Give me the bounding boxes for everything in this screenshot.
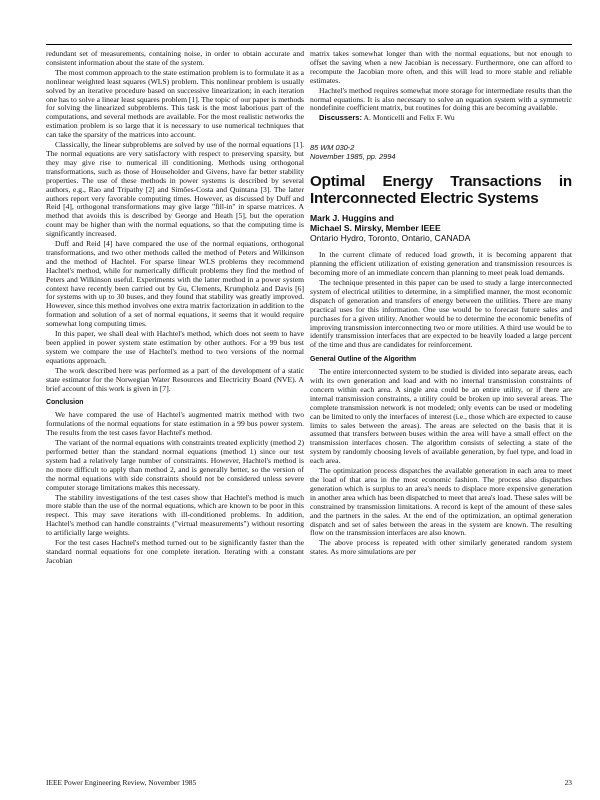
- body-paragraph: The work described here was performed as a part of the development of a static state estimator for the Norwegian Water Resources and Electricity Board (NVE). A brief account of this work is given in [7].: [46, 365, 304, 393]
- author-name: Mark J. Huggins and: [310, 213, 395, 224]
- discussers-label: Discussers:: [319, 113, 363, 123]
- body-paragraph: The above process is repeated with other similarly generated random system states. As more simulations are per: [310, 538, 572, 557]
- page-footer: [46, 778, 572, 787]
- discussers-line: [310, 114, 572, 123]
- body-paragraph: Duff and Reid [4] have compared the use of the normal equations, orthogonal transformations, and two other methods called the method of Peters and Wilkinson and the method of Hachtel. For sparse linear WLS problems they recommend Hachtel's method, while for numerically difficult problems they find the method of Peters and Wilkinson useful. Experiments with the latter method in a power system context have recently been carried out by Gu, Clements, Krumpholz and Davis [6] for systems with up to 30 buses, and they found that stability was greatly improved. However, since this method involves one extra matrix factorization in addition to the formation and solution of a set of normal equations, it seems that it would require somewhat long computing times.: [46, 239, 304, 329]
- body-paragraph: For the test cases Hachtel's method turned out to be significantly faster than the standard normal equations for one complete iteration. Iterating with a constant Jacobian: [46, 538, 304, 565]
- paper-date: November 1985, pp. 2994: [310, 152, 396, 162]
- body-paragraph: The optimization process dispatches the available generation in each area to meet the load of that area in the most economic fashion. The process also dispatches generation which is surplus to an area's needs to displace more expensive generation in another area which has been dispatched to meet that area's load. These sales will be constrained by transmission limitations. A record is kept of the amount of these sales and the partners in the sales. At the end of the optimization, an optimal generation dispatch and set of sales between the areas in the system are known. The resulting flow on the transmission interfaces are also known.: [310, 466, 572, 538]
- body-paragraph: The most common approach to the state estimation problem is to formulate it as a nonlinear weighted least squares (WLS) problem. This nonlinear problem is usually solved by an iterative procedure based on successive linearization; in each iteration one has to solve a linear least squares problem [1]. The topic of our paper is methods for solving the linearized subproblems. This task is the most laborious part of the computations, and several methods are available. For the most realistic networks the estimation problem is so large that it is necessary to use numerical techniques that can take the sparsity of the matrices into account.: [46, 67, 304, 140]
- body-paragraph: The stability investigations of the test cases show that Hachtel's method is much more stable than the use of the normal equations, which are known to be poor in this respect. This may save iterations with ill-conditioned problems. In addition, Hachtel's method can handle constraints ("virtual measurements") without resorting to artificially large weights.: [46, 492, 304, 538]
- article-title: Optimal Energy Transactions in Interconnected Electric Systems: [310, 173, 572, 208]
- body-paragraph: The technique presented in this paper can be used to study a large interconnected system of electrical utilities to determine, in a simplified manner, the most economic dispatch of generation and transfers of energy between the utilities. There are many practical uses for this information. One use would be to forecast future sales and purchases for a given utility. Another would be to determine the economic benefits of improving transmission interconnecting two or more utilities. A third use would be to identify transmission interfaces that are expected to be heavily loaded a large percent of the time and thus are candidates for reinforcement.: [310, 277, 572, 350]
- body-paragraph: redundant set of measurements, containing noise, in order to obtain accurate and consistent information about the state of the system.: [46, 49, 304, 67]
- header-rule: [46, 44, 572, 45]
- body-paragraph: matrix takes somewhat longer than with the normal equations, but not enough to offset the saving when a new Jacobian is necessary. Furthermore, one can afford to recompute the Jacobian more often, and this will lead to more stable and reliable estimates.: [310, 49, 572, 85]
- body-paragraph: Classically, the linear subproblems are solved by use of the normal equations [1]. The normal equations are very satisfactory with respect to preserving sparsity, but they may give rise to numerical ill conditioning. Methods using orthogonal transformations, such as those of Householder and Givens, have far better stability properties. The use of these methods in power systems is described by several authors, e.g., Rao and Tripathy [2] and Simões-Costa and Quintana [3]. The latter authors report very favorable computing times. However, as discussed by Duff and Reid [4], orthogonal transformations may give large "fill-in" in sparse matrices. A method that avoids this is described by George and Heath [5], but the operation count may be higher than with the normal equations, so that the computing time is significantly increased.: [46, 140, 304, 239]
- author-block: [310, 213, 572, 243]
- page-number: 23: [564, 778, 572, 787]
- paper-id: 85 WM 030-2: [310, 143, 355, 153]
- body-paragraph: Hachtel's method requires somewhat more storage for intermediate results than the normal equations. It is also necessary to solve an equation system with a symmetric nondefinite coefficient matrix, but routines for doing this are becoming available.: [310, 85, 572, 113]
- body-paragraph: In the current climate of reduced load growth, it is becoming apparent that planning the efficient utilization of existing generation and transmission resources is becoming more of an immediate concern than planning to meet peak load demands.: [310, 250, 572, 278]
- paper-reference: [310, 143, 572, 161]
- body-paragraph: We have compared the use of Hachtel's augmented matrix method with two formulations of the normal equations for state estimation in a 99 bus power system. The results from the test cases favor Hachtel's method.: [46, 410, 304, 438]
- body-paragraph: In this paper, we shall deal with Hachtel's method, which does not seem to have been applied in power system state estimation by other authors. For a 99 bus test system we compare the use of Hachtel's method to two versions of the normal equations approach.: [46, 329, 304, 365]
- author-name: Michael S. Mirsky, Member IEEE: [310, 223, 441, 234]
- section-heading: General Outline of the Algorithm: [310, 356, 417, 364]
- body-paragraph: The variant of the normal equations with constraints treated explicitly (method 2) performed better than the standard normal equations (method 1) since our test system had a relatively large number of constraints. However, Hachtel's method is no more difficult to apply than method 2, and is generally better, so the version of the normal equations with side constraints should not be considered unless severe computer storage limitations makes this necessary.: [46, 438, 304, 492]
- discussers-names: A. Monticelli and Felix F. Wu: [363, 113, 455, 123]
- left-column: [46, 50, 304, 567]
- right-column: [310, 50, 572, 558]
- author-affiliation: Ontario Hydro, Toronto, Ontario, CANADA: [310, 233, 471, 244]
- body-paragraph: The entire interconnected system to be studied is divided into separate areas, each with its own generation and load and with no internal transmission constraints of concern within each area. A single area could be an entire utility, or if there are internal transmission constraints, a utility could be broken up into several areas. The complete transmission network is not modeled; only events can be used or modeling can be limited to only the interfaces of interest (i.e., those which are expected to cause limits to sales between the areas). The areas are selected on the basis that it is assumed that transfers between buses within the area will have a small effect on the transmission interfaces chosen. The algorithm consists of selecting a state of the system by randomly choosing levels of available generation, by fuel type, and load in each area.: [310, 367, 572, 466]
- journal-citation: IEEE Power Engineering Review, November 1985: [46, 778, 197, 787]
- conclusion-heading: Conclusion: [46, 399, 84, 407]
